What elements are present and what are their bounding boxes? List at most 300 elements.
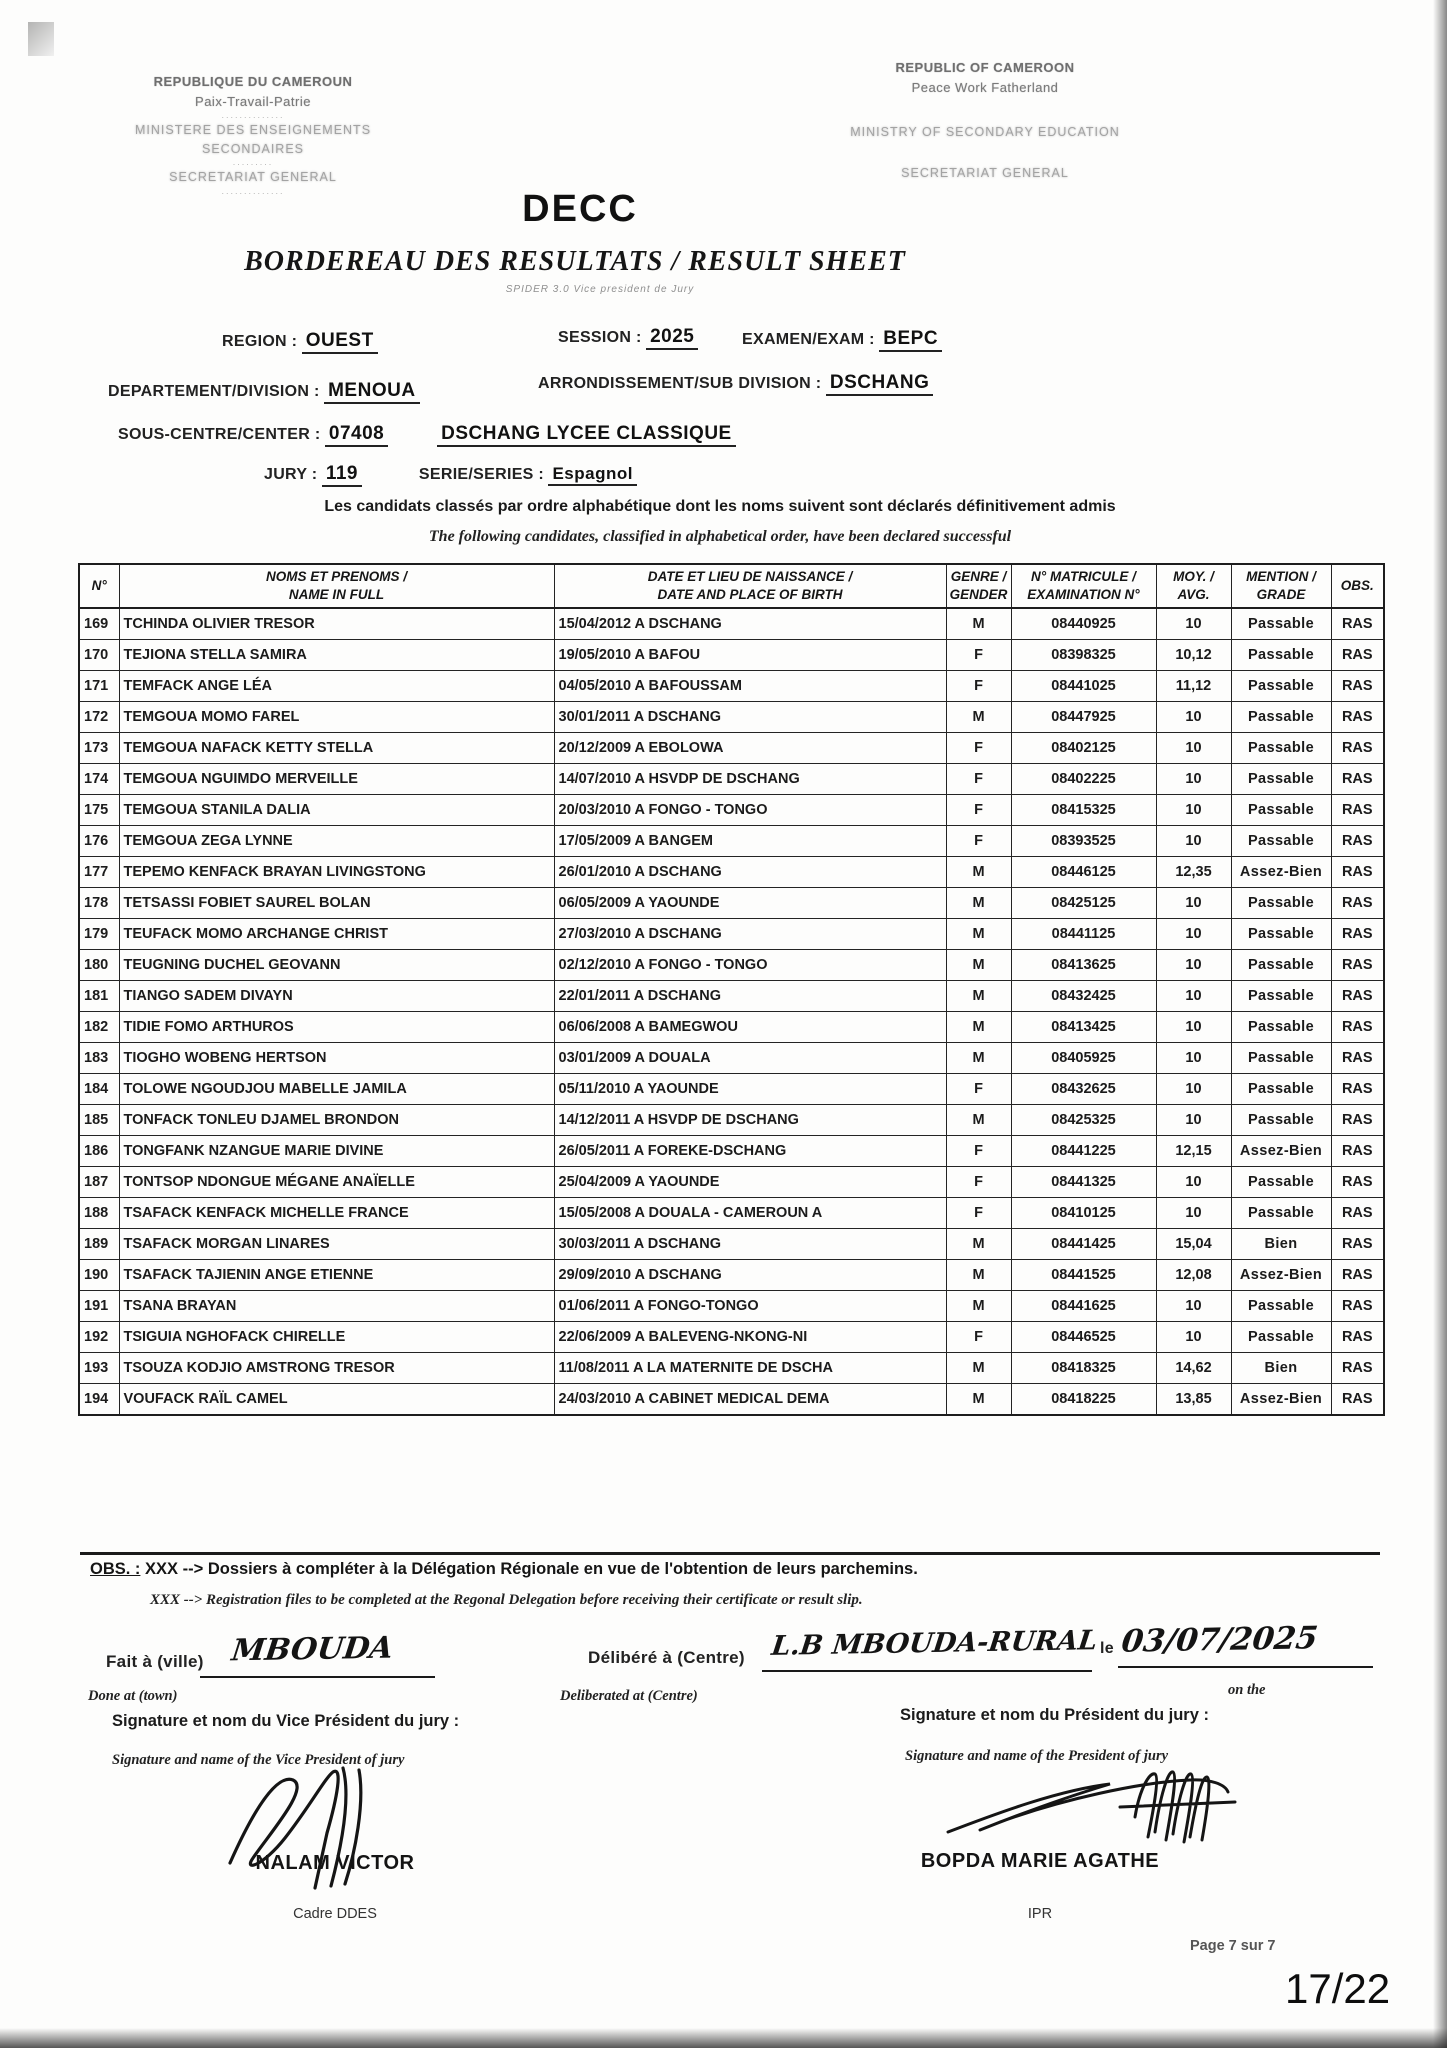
candidate-mention: Passable <box>1231 1167 1331 1198</box>
done-at-label-fr: Fait à (ville) <box>106 1652 204 1671</box>
col-header-obs: OBS. <box>1331 564 1384 608</box>
candidate-obs: RAS <box>1331 1229 1384 1260</box>
candidate-mention: Assez-Bien <box>1231 1136 1331 1167</box>
table-row <box>79 640 1384 671</box>
candidate-name: TEMFACK ANGE LÉA <box>119 671 554 702</box>
candidate-obs: RAS <box>1331 857 1384 888</box>
obs-line-english: XXX --> Registration files to be completed at the Regonal Delegation before receiving their certificate or result slip. <box>150 1592 863 1608</box>
candidate-matricule: 08441625 <box>1011 1291 1156 1322</box>
candidate-birth: 20/03/2010 A FONGO - TONGO <box>554 795 946 826</box>
deliberated-handwritten: L.B MBOUDA-RURAL <box>769 1625 1100 1662</box>
center-code: 07408 <box>325 423 388 447</box>
candidate-number: 189 <box>79 1229 119 1260</box>
candidate-gender: M <box>946 702 1011 733</box>
results-table <box>78 563 1385 1416</box>
candidate-number: 169 <box>79 608 119 640</box>
scan-edge-right <box>1433 0 1447 2048</box>
date-handwritten: 03/07/2025 <box>1119 1620 1320 1660</box>
candidate-obs: RAS <box>1331 950 1384 981</box>
session-value: 2025 <box>646 326 698 350</box>
candidate-birth: 26/05/2011 A FOREKE-DSCHANG <box>554 1136 946 1167</box>
candidate-name: TONGFANK NZANGUE MARIE DIVINE <box>119 1136 554 1167</box>
candidate-number: 187 <box>79 1167 119 1198</box>
candidate-gender: F <box>946 1136 1011 1167</box>
candidate-gender: M <box>946 608 1011 640</box>
series-label: SERIE/SERIES : <box>418 466 545 483</box>
candidate-gender: M <box>946 888 1011 919</box>
candidate-obs: RAS <box>1331 1322 1384 1353</box>
candidate-mention: Passable <box>1231 702 1331 733</box>
candidate-number: 188 <box>79 1198 119 1229</box>
done-at-underline <box>200 1646 435 1678</box>
table-row <box>79 950 1384 981</box>
scan-counter: 17/22 <box>1285 1965 1391 2012</box>
candidate-birth: 27/03/2010 A DSCHANG <box>554 919 946 950</box>
vice-president-title-en: Signature and name of the Vice President of jury <box>112 1752 405 1768</box>
table-row <box>79 795 1384 826</box>
candidate-gender: F <box>946 764 1011 795</box>
candidate-gender: M <box>946 1043 1011 1074</box>
candidate-matricule: 08425125 <box>1011 888 1156 919</box>
candidate-gender: M <box>946 1260 1011 1291</box>
candidate-number: 175 <box>79 795 119 826</box>
candidate-name: TIANGO SADEM DIVAYN <box>119 981 554 1012</box>
page-number-label: Page 7 sur 7 <box>1190 1938 1276 1954</box>
vice-president-role: Cadre DDES <box>293 1906 377 1922</box>
exam-label: EXAMEN/EXAM : <box>742 331 875 348</box>
candidate-average: 10 <box>1156 1012 1231 1043</box>
candidate-matricule: 08405925 <box>1011 1043 1156 1074</box>
candidate-number: 192 <box>79 1322 119 1353</box>
candidate-average: 10 <box>1156 1291 1231 1322</box>
candidate-birth: 05/11/2010 A YAOUNDE <box>554 1074 946 1105</box>
candidate-matricule: 08418225 <box>1011 1384 1156 1416</box>
candidate-gender: M <box>946 919 1011 950</box>
candidate-birth: 03/01/2009 A DOUALA <box>554 1043 946 1074</box>
date-label-en: on the <box>1228 1682 1266 1698</box>
candidate-average: 10 <box>1156 702 1231 733</box>
header-right <box>820 58 1150 183</box>
candidate-number: 180 <box>79 950 119 981</box>
candidate-matricule: 08441125 <box>1011 919 1156 950</box>
candidate-average: 10 <box>1156 981 1231 1012</box>
table-row <box>79 764 1384 795</box>
candidate-average: 11,12 <box>1156 671 1231 702</box>
candidate-mention: Passable <box>1231 640 1331 671</box>
motto-en: Peace Work Fatherland <box>911 79 1059 95</box>
candidate-matricule: 08398325 <box>1011 640 1156 671</box>
candidate-average: 10 <box>1156 608 1231 640</box>
table-row <box>79 1105 1384 1136</box>
candidate-gender: F <box>946 1167 1011 1198</box>
session-field <box>558 326 698 348</box>
candidate-birth: 04/05/2010 A BAFOUSSAM <box>554 671 946 702</box>
region-field <box>222 330 378 352</box>
col-header-birth: DATE ET LIEU DE NAISSANCE / DATE AND PLACE OF BIRTH <box>554 564 946 608</box>
candidate-gender: F <box>946 795 1011 826</box>
candidate-name: TSAFACK TAJIENIN ANGE ETIENNE <box>119 1260 554 1291</box>
dots: ......... <box>232 157 274 168</box>
republic-fr: REPUBLIQUE DU CAMEROUN <box>153 74 353 89</box>
candidate-number: 179 <box>79 919 119 950</box>
region-label: REGION : <box>222 333 298 350</box>
department-field <box>108 380 420 402</box>
deliberated-underline <box>762 1640 1092 1672</box>
table-row <box>79 1198 1384 1229</box>
candidate-birth: 19/05/2010 A BAFOU <box>554 640 946 671</box>
president-title-fr: Signature et nom du Président du jury : <box>900 1706 1209 1724</box>
candidate-gender: M <box>946 1353 1011 1384</box>
col-header-name: NOMS ET PRENOMS / NAME IN FULL <box>119 564 554 608</box>
col-header-number: N° <box>79 564 119 608</box>
table-row <box>79 702 1384 733</box>
candidate-obs: RAS <box>1331 1167 1384 1198</box>
candidate-average: 10 <box>1156 795 1231 826</box>
table-row <box>79 1353 1384 1384</box>
table-row <box>79 608 1384 640</box>
candidate-matricule: 08447925 <box>1011 702 1156 733</box>
notice-english: The following candidates, classified in alphabetical order, have been declared successful <box>428 528 1012 545</box>
candidate-obs: RAS <box>1331 764 1384 795</box>
center-field <box>118 423 736 445</box>
candidate-matricule: 08418325 <box>1011 1353 1156 1384</box>
page-title: DECC <box>522 188 638 230</box>
candidate-average: 10 <box>1156 826 1231 857</box>
table-row <box>79 919 1384 950</box>
republic-en: REPUBLIC OF CAMEROON <box>895 60 1075 75</box>
candidate-name: TSANA BRAYAN <box>119 1291 554 1322</box>
candidate-number: 181 <box>79 981 119 1012</box>
candidate-mention: Passable <box>1231 1012 1331 1043</box>
candidate-obs: RAS <box>1331 1291 1384 1322</box>
candidate-average: 10 <box>1156 1167 1231 1198</box>
obs-key: OBS. : <box>90 1560 141 1578</box>
candidate-birth: 01/06/2011 A FONGO-TONGO <box>554 1291 946 1322</box>
candidate-number: 185 <box>79 1105 119 1136</box>
subdivision-field <box>538 372 933 394</box>
candidate-gender: M <box>946 1012 1011 1043</box>
candidate-gender: F <box>946 826 1011 857</box>
president-signature <box>940 1762 1240 1852</box>
candidate-gender: F <box>946 1198 1011 1229</box>
deliberated-label-en: Deliberated at (Centre) <box>560 1688 698 1704</box>
candidate-birth: 29/09/2010 A DSCHANG <box>554 1260 946 1291</box>
candidate-name: TCHINDA OLIVIER TRESOR <box>119 608 554 640</box>
candidate-average: 10 <box>1156 950 1231 981</box>
candidate-average: 14,62 <box>1156 1353 1231 1384</box>
table-row <box>79 1229 1384 1260</box>
session-label: SESSION : <box>558 329 642 346</box>
candidate-name: TOLOWE NGOUDJOU MABELLE JAMILA <box>119 1074 554 1105</box>
candidate-name: TEMGOUA ZEGA LYNNE <box>119 826 554 857</box>
president-title-en: Signature and name of the President of jury <box>905 1748 1169 1764</box>
document-subtitle: BORDEREAU DES RESULTATS / RESULT SHEET <box>244 246 906 277</box>
candidate-number: 171 <box>79 671 119 702</box>
deliberated-label-fr: Délibéré à (Centre) <box>588 1648 745 1667</box>
col-header-mention: MENTION / GRADE <box>1231 564 1331 608</box>
candidate-gender: F <box>946 1322 1011 1353</box>
candidate-number: 184 <box>79 1074 119 1105</box>
candidate-number: 174 <box>79 764 119 795</box>
candidate-average: 10 <box>1156 1043 1231 1074</box>
candidate-number: 177 <box>79 857 119 888</box>
col-header-average: MOY. / AVG. <box>1156 564 1231 608</box>
candidate-average: 10 <box>1156 1074 1231 1105</box>
jury-value: 119 <box>322 463 362 487</box>
candidate-matricule: 08441525 <box>1011 1260 1156 1291</box>
date-underline <box>1118 1636 1373 1668</box>
obs-divider <box>80 1552 1380 1555</box>
candidate-gender: F <box>946 640 1011 671</box>
candidate-number: 190 <box>79 1260 119 1291</box>
candidate-mention: Passable <box>1231 1322 1331 1353</box>
region-value: OUEST <box>302 330 378 354</box>
candidate-number: 194 <box>79 1384 119 1416</box>
candidate-matricule: 08432425 <box>1011 981 1156 1012</box>
subdivision-value: DSCHANG <box>826 372 934 396</box>
center-label: SOUS-CENTRE/CENTER : <box>118 426 321 443</box>
scan-edge-bottom <box>0 2028 1447 2048</box>
candidate-matricule: 08446125 <box>1011 857 1156 888</box>
candidate-average: 10 <box>1156 888 1231 919</box>
table-row <box>79 826 1384 857</box>
candidate-name: TIDIE FOMO ARTHUROS <box>119 1012 554 1043</box>
candidate-gender: F <box>946 671 1011 702</box>
candidate-number: 170 <box>79 640 119 671</box>
table-row <box>79 1384 1384 1416</box>
candidate-birth: 24/03/2010 A CABINET MEDICAL DEMA <box>554 1384 946 1416</box>
candidate-mention: Assez-Bien <box>1231 1384 1331 1416</box>
candidate-number: 173 <box>79 733 119 764</box>
candidate-number: 178 <box>79 888 119 919</box>
candidate-name: TONTSOP NDONGUE MÉGANE ANAÏELLE <box>119 1167 554 1198</box>
table-row <box>79 1167 1384 1198</box>
candidate-name: TEMGOUA MOMO FAREL <box>119 702 554 733</box>
candidate-mention: Passable <box>1231 1105 1331 1136</box>
candidate-name: TSIGUIA NGHOFACK CHIRELLE <box>119 1322 554 1353</box>
table-row <box>79 1322 1384 1353</box>
table-row <box>79 1012 1384 1043</box>
candidate-birth: 26/01/2010 A DSCHANG <box>554 857 946 888</box>
department-label: DEPARTEMENT/DIVISION : <box>108 383 320 400</box>
candidate-name: TEMGOUA NGUIMDO MERVEILLE <box>119 764 554 795</box>
candidate-matricule: 08441025 <box>1011 671 1156 702</box>
candidate-matricule: 08410125 <box>1011 1198 1156 1229</box>
table-row <box>79 981 1384 1012</box>
candidate-mention: Passable <box>1231 1198 1331 1229</box>
dots: .............. <box>221 110 285 120</box>
exam-field <box>742 328 942 350</box>
candidate-mention: Passable <box>1231 981 1331 1012</box>
candidate-obs: RAS <box>1331 1353 1384 1384</box>
candidate-gender: F <box>946 1074 1011 1105</box>
obs-line-french <box>90 1560 918 1579</box>
candidate-name: TSAFACK MORGAN LINARES <box>119 1229 554 1260</box>
candidate-mention: Bien <box>1231 1229 1331 1260</box>
candidate-mention: Assez-Bien <box>1231 857 1331 888</box>
candidate-number: 182 <box>79 1012 119 1043</box>
jury-label: JURY : <box>264 466 318 483</box>
candidate-obs: RAS <box>1331 1198 1384 1229</box>
candidate-obs: RAS <box>1331 1260 1384 1291</box>
president-name: BOPDA MARIE AGATHE <box>920 1850 1160 1872</box>
col-header-gender: GENRE / GENDER <box>946 564 1011 608</box>
candidate-gender: M <box>946 1291 1011 1322</box>
table-row <box>79 733 1384 764</box>
candidate-name: TEMGOUA STANILA DALIA <box>119 795 554 826</box>
candidate-mention: Passable <box>1231 1291 1331 1322</box>
candidate-matricule: 08415325 <box>1011 795 1156 826</box>
candidate-gender: M <box>946 1105 1011 1136</box>
scan-corner-artifact <box>28 22 54 56</box>
candidate-obs: RAS <box>1331 640 1384 671</box>
candidate-matricule: 08432625 <box>1011 1074 1156 1105</box>
table-row <box>79 1136 1384 1167</box>
table-row <box>79 1074 1384 1105</box>
candidate-mention: Passable <box>1231 919 1331 950</box>
table-row <box>79 1260 1384 1291</box>
candidate-name: TSAFACK KENFACK MICHELLE FRANCE <box>119 1198 554 1229</box>
candidate-gender: M <box>946 950 1011 981</box>
candidate-average: 10 <box>1156 733 1231 764</box>
candidate-matricule: 08402225 <box>1011 764 1156 795</box>
candidate-obs: RAS <box>1331 671 1384 702</box>
candidate-matricule: 08393525 <box>1011 826 1156 857</box>
candidate-mention: Passable <box>1231 1074 1331 1105</box>
candidate-matricule: 08440925 <box>1011 608 1156 640</box>
candidate-birth: 22/06/2009 A BALEVENG-NKONG-NI <box>554 1322 946 1353</box>
done-at-label-en: Done at (town) <box>88 1688 178 1704</box>
header-left <box>88 72 418 197</box>
candidate-gender: F <box>946 733 1011 764</box>
results-table-header-row <box>79 564 1384 608</box>
candidate-average: 15,04 <box>1156 1229 1231 1260</box>
candidate-mention: Assez-Bien <box>1231 1260 1331 1291</box>
secretariat-en: SECRETARIAT GENERAL <box>901 165 1069 180</box>
candidate-obs: RAS <box>1331 1105 1384 1136</box>
candidate-matricule: 08413625 <box>1011 950 1156 981</box>
jury-field <box>264 463 637 485</box>
candidate-name: TEJIONA STELLA SAMIRA <box>119 640 554 671</box>
candidate-mention: Passable <box>1231 888 1331 919</box>
table-row <box>79 1043 1384 1074</box>
vice-president-name: NALAM VICTOR <box>255 1852 415 1874</box>
candidate-birth: 11/08/2011 A LA MATERNITE DE DSCHA <box>554 1353 946 1384</box>
candidate-average: 10 <box>1156 919 1231 950</box>
candidate-birth: 14/12/2011 A HSVDP DE DSCHANG <box>554 1105 946 1136</box>
candidate-obs: RAS <box>1331 795 1384 826</box>
notice-french: Les candidats classés par ordre alphabétique dont les noms suivent sont déclarés définitivement admis <box>324 498 1116 515</box>
table-row <box>79 671 1384 702</box>
candidate-birth: 06/05/2009 A YAOUNDE <box>554 888 946 919</box>
candidate-obs: RAS <box>1331 888 1384 919</box>
department-value: MENOUA <box>324 380 419 404</box>
table-row <box>79 1291 1384 1322</box>
series-value: Espagnol <box>548 464 637 486</box>
candidate-number: 193 <box>79 1353 119 1384</box>
candidate-birth: 06/06/2008 A BAMEGWOU <box>554 1012 946 1043</box>
done-at-handwritten: MBOUDA <box>229 1630 396 1669</box>
vice-president-title-fr: Signature et nom du Vice Président du jury : <box>112 1712 460 1730</box>
candidate-obs: RAS <box>1331 826 1384 857</box>
candidate-mention: Passable <box>1231 608 1331 640</box>
candidate-matricule: 08402125 <box>1011 733 1156 764</box>
candidate-average: 10 <box>1156 1198 1231 1229</box>
center-name: DSCHANG LYCEE CLASSIQUE <box>437 423 736 447</box>
subtitle-note: SPIDER 3.0 Vice president de Jury <box>505 284 695 295</box>
candidate-name: TIOGHO WOBENG HERTSON <box>119 1043 554 1074</box>
candidate-birth: 02/12/2010 A FONGO - TONGO <box>554 950 946 981</box>
candidate-name: TSOUZA KODJIO AMSTRONG TRESOR <box>119 1353 554 1384</box>
candidate-matricule: 08425325 <box>1011 1105 1156 1136</box>
ministry-en: MINISTRY OF SECONDARY EDUCATION <box>850 125 1120 139</box>
col-header-matricule: N° MATRICULE / EXAMINATION N° <box>1011 564 1156 608</box>
candidate-birth: 30/03/2011 A DSCHANG <box>554 1229 946 1260</box>
candidate-average: 10,12 <box>1156 640 1231 671</box>
candidate-number: 183 <box>79 1043 119 1074</box>
subdivision-label: ARRONDISSEMENT/SUB DIVISION : <box>538 375 822 392</box>
candidate-obs: RAS <box>1331 608 1384 640</box>
candidate-gender: M <box>946 1384 1011 1416</box>
exam-value: BEPC <box>879 328 942 352</box>
candidate-obs: RAS <box>1331 1136 1384 1167</box>
candidate-gender: M <box>946 981 1011 1012</box>
candidate-mention: Passable <box>1231 1043 1331 1074</box>
candidate-mention: Passable <box>1231 733 1331 764</box>
candidate-obs: RAS <box>1331 1012 1384 1043</box>
candidate-matricule: 08441425 <box>1011 1229 1156 1260</box>
candidate-birth: 15/04/2012 A DSCHANG <box>554 608 946 640</box>
president-role: IPR <box>1027 1906 1053 1922</box>
candidate-obs: RAS <box>1331 702 1384 733</box>
results-table-body <box>79 608 1384 1415</box>
candidate-obs: RAS <box>1331 1043 1384 1074</box>
candidate-name: TONFACK TONLEU DJAMEL BRONDON <box>119 1105 554 1136</box>
candidate-obs: RAS <box>1331 919 1384 950</box>
candidate-obs: RAS <box>1331 981 1384 1012</box>
candidate-birth: 20/12/2009 A EBOLOWA <box>554 733 946 764</box>
candidate-average: 12,35 <box>1156 857 1231 888</box>
obs-text-fr: XXX --> Dossiers à compléter à la Délégation Régionale en vue de l'obtention de leurs parchemins. <box>145 1560 918 1578</box>
candidate-matricule: 08441325 <box>1011 1167 1156 1198</box>
date-label-fr: le <box>1100 1640 1114 1657</box>
candidate-obs: RAS <box>1331 733 1384 764</box>
candidate-matricule: 08446525 <box>1011 1322 1156 1353</box>
dots: .............. <box>221 186 285 197</box>
candidate-name: TEUGNING DUCHEL GEOVANN <box>119 950 554 981</box>
candidate-mention: Passable <box>1231 795 1331 826</box>
candidate-average: 10 <box>1156 764 1231 795</box>
candidate-mention: Passable <box>1231 764 1331 795</box>
candidate-mention: Passable <box>1231 950 1331 981</box>
table-row <box>79 888 1384 919</box>
secretariat-fr: SECRETARIAT GENERAL <box>169 170 337 185</box>
candidate-name: TETSASSI FOBIET SAUREL BOLAN <box>119 888 554 919</box>
candidate-number: 176 <box>79 826 119 857</box>
candidate-name: VOUFACK RAÏL CAMEL <box>119 1384 554 1416</box>
candidate-birth: 14/07/2010 A HSVDP DE DSCHANG <box>554 764 946 795</box>
motto-fr: Paix-Travail-Patrie <box>195 93 311 109</box>
table-row <box>79 857 1384 888</box>
candidate-matricule: 08413425 <box>1011 1012 1156 1043</box>
candidate-birth: 22/01/2011 A DSCHANG <box>554 981 946 1012</box>
candidate-birth: 17/05/2009 A BANGEM <box>554 826 946 857</box>
candidate-mention: Passable <box>1231 671 1331 702</box>
candidate-average: 12,08 <box>1156 1260 1231 1291</box>
candidate-birth: 30/01/2011 A DSCHANG <box>554 702 946 733</box>
candidate-obs: RAS <box>1331 1384 1384 1416</box>
candidate-mention: Passable <box>1231 826 1331 857</box>
